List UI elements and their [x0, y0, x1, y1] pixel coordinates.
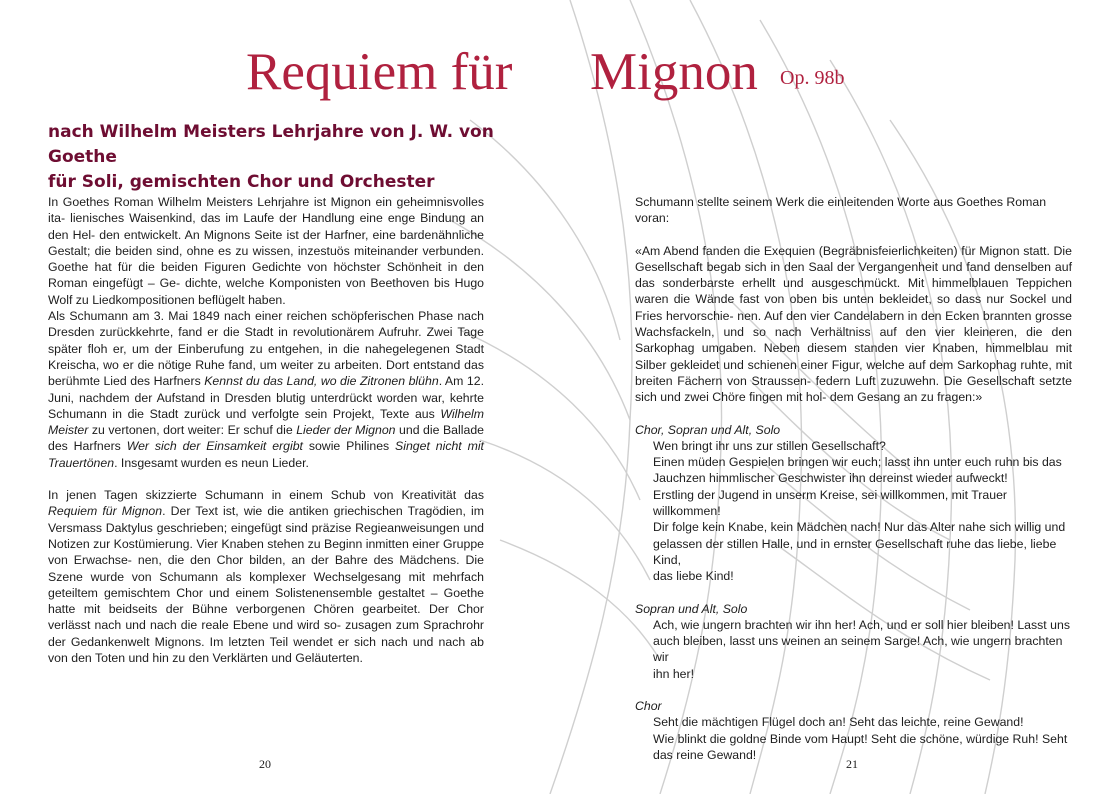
subtitle-line1: nach Wilhelm Meisters Lehrjahre von J. W. von Goethe: [48, 122, 494, 167]
left-column: [48, 194, 484, 666]
paragraph-3: In jenen Tagen skizzierte Schumann in einem Schub von Kreativität das Requiem für Mignon. Der Text ist, wie die antiken griechischen Tragödien, im Versmass Daktylus geschrieben; eingefügt sind präzise Regieanweisungen und Notizen zur Kostümierung. Vier Knaben stehen zu Beginn inmitten einer Gruppe von Erwachse- nen, die den Chor bilden, an der Bahre des Mädchens. Die Szene wurde von Schumann als komplexer Wechselgesang mit mehrfach geteiltem gemischtem Chor und einem Solistenensemble gestaltet – Goethe hatte mit beidseits der Bühne verborgenen Chören gearbeitet. Der Chor verlässt nach und nach die reale Ebene und wird so- zusagen zum Sprachrohr der Gedankenwelt Mignons. Im letzten Teil wendet er sich nach und nach ab von den Toten und hin zu den Verklärten und Geläuterten.: [48, 488, 485, 666]
section-heading: Sopran und Alt, Solo: [635, 601, 748, 616]
page-number-right: 21: [846, 757, 858, 771]
section-heading: Chor: [635, 699, 662, 714]
page-title: [0, 40, 1119, 110]
section-heading: Chor, Sopran und Alt, Solo: [635, 422, 781, 437]
opus-number: Op. 98b: [780, 67, 845, 89]
title-part1: Requiem für: [246, 43, 513, 101]
section-lines: Wen bringt ihr uns zur stillen Gesellschaft? Einen müden Gespielen bringen wir euch; lasst ihn unter euch ruhn bis das Jauchzen himmlischer Geschwister ihn dereinst wieder aufweckt! Erstling der Jugend in unserm Kreise, sei willkommen, mit Trauer willkommen! Dir folge kein Knabe, kein Mädchen nach! Nur das Alter nahe sich willig und gelassen der stillen Halle, und in ernster Gesellschaft ruhe das liebe, liebe Kind, das liebe Kind!: [653, 438, 1066, 584]
section-lines: Ach, wie ungern brachten wir ihn her! Ach, und er soll hier bleiben! Lasst uns auch bleiben, lasst uns weinen an seinem Sarge! Ach, wie ungern brachten wir ihn her!: [653, 617, 1070, 681]
paragraph-1: In Goethes Roman Wilhelm Meisters Lehrjahre ist Mignon ein geheimnisvolles ita- lienisches Waisenkind, das im Laufe der Handlung eine enge Bindung an den Hel- den entwickelt. An Mignons Seite ist der Harfner, eine bardenähnliche Gestalt; die beiden sind, ohne es zu wissen, inzestuös miteinander verbunden. Goethe hat für die beiden Figuren Gedichte von höchster Schönheit in den Roman eingefügt – Ge- dichte, welche Komponisten von Beethoven bis Hugo Wolf zu Liedkompositionen beflügelt haben.: [48, 195, 485, 307]
title-part2: Mignon: [590, 43, 758, 101]
subtitle: [48, 120, 518, 195]
paragraph-2: Als Schumann am 3. Mai 1849 nach einer reichen schöpferischen Phase nach Dresden zurückkehrte, fand er die Stadt in revolutionärem Aufruhr. Zwei Tage später floh er, um der Einberufung zu entgehen, in die nahegelegenen Stadt Kreischa, wo er die nötige Ruhe fand, um weiter zu arbeiten. Dort entstand das berühmte Lied des Harfners Kennst du das Land, wo die Zitronen blühn. Am 12. Juni, nachdem der Aufstand in Dresden blutig unterdrückt worden war, kehrte Schumann in die Stadt zurück und verfolgte sein Projekt, Texte aus Wilhelm Meister zu vertonen, dort weiter: Er schuf die Lieder der Mignon und die Ballade des Harfners Wer sich der Einsamkeit ergibt sowie Philines Singet nicht mit Trauertönen. Insgesamt wurden es neun Lieder.: [48, 309, 485, 470]
subtitle-line2: für Soli, gemischten Chor und Orchester: [48, 172, 435, 192]
right-column: [635, 194, 1072, 763]
goethe-quote: «Am Abend fanden die Exequien (Begräbnisfeierlichkeiten) für Mignon statt. Die Gesellschaft begab sich in den Saal der Vergangenheit und fand denselben auf das sonderbarste erhellt und ausgeschmückt. Mit himmelblauen Teppichen waren die Wände fast von oben bis unten bekleidet, so dass nur Sockel und Fries hervorschie- nen. Auf den vier Candelabern in den Ecken brannten grosse Wachsfackeln, und so nach Verhältniss auf den vier kleineren, die den Sarkophag umgaben. Neben diesem standen vier Knaben, himmelblau mit Silber gekleidet und schienen einer Figur, welche auf dem Sarkophag ruhte, mit breiten Fächern von Straussen- federn Luft zuzuwehn. Die Gesellschaft setzte sich und zwei Chöre fingen mit hol- dem Gesang an zu fragen:»: [635, 243, 1073, 405]
page-number-left: 20: [259, 757, 271, 771]
section-lines: Seht die mächtigen Flügel doch an! Seht das leichte, reine Gewand! Wie blinkt die goldne Binde vom Haupt! Seht die schöne, würdige Ruh! Seht das reine Gewand!: [653, 715, 1068, 762]
intro-line: Schumann stellte seinem Werk die einleitenden Worte aus Goethes Roman voran:: [635, 195, 1047, 226]
